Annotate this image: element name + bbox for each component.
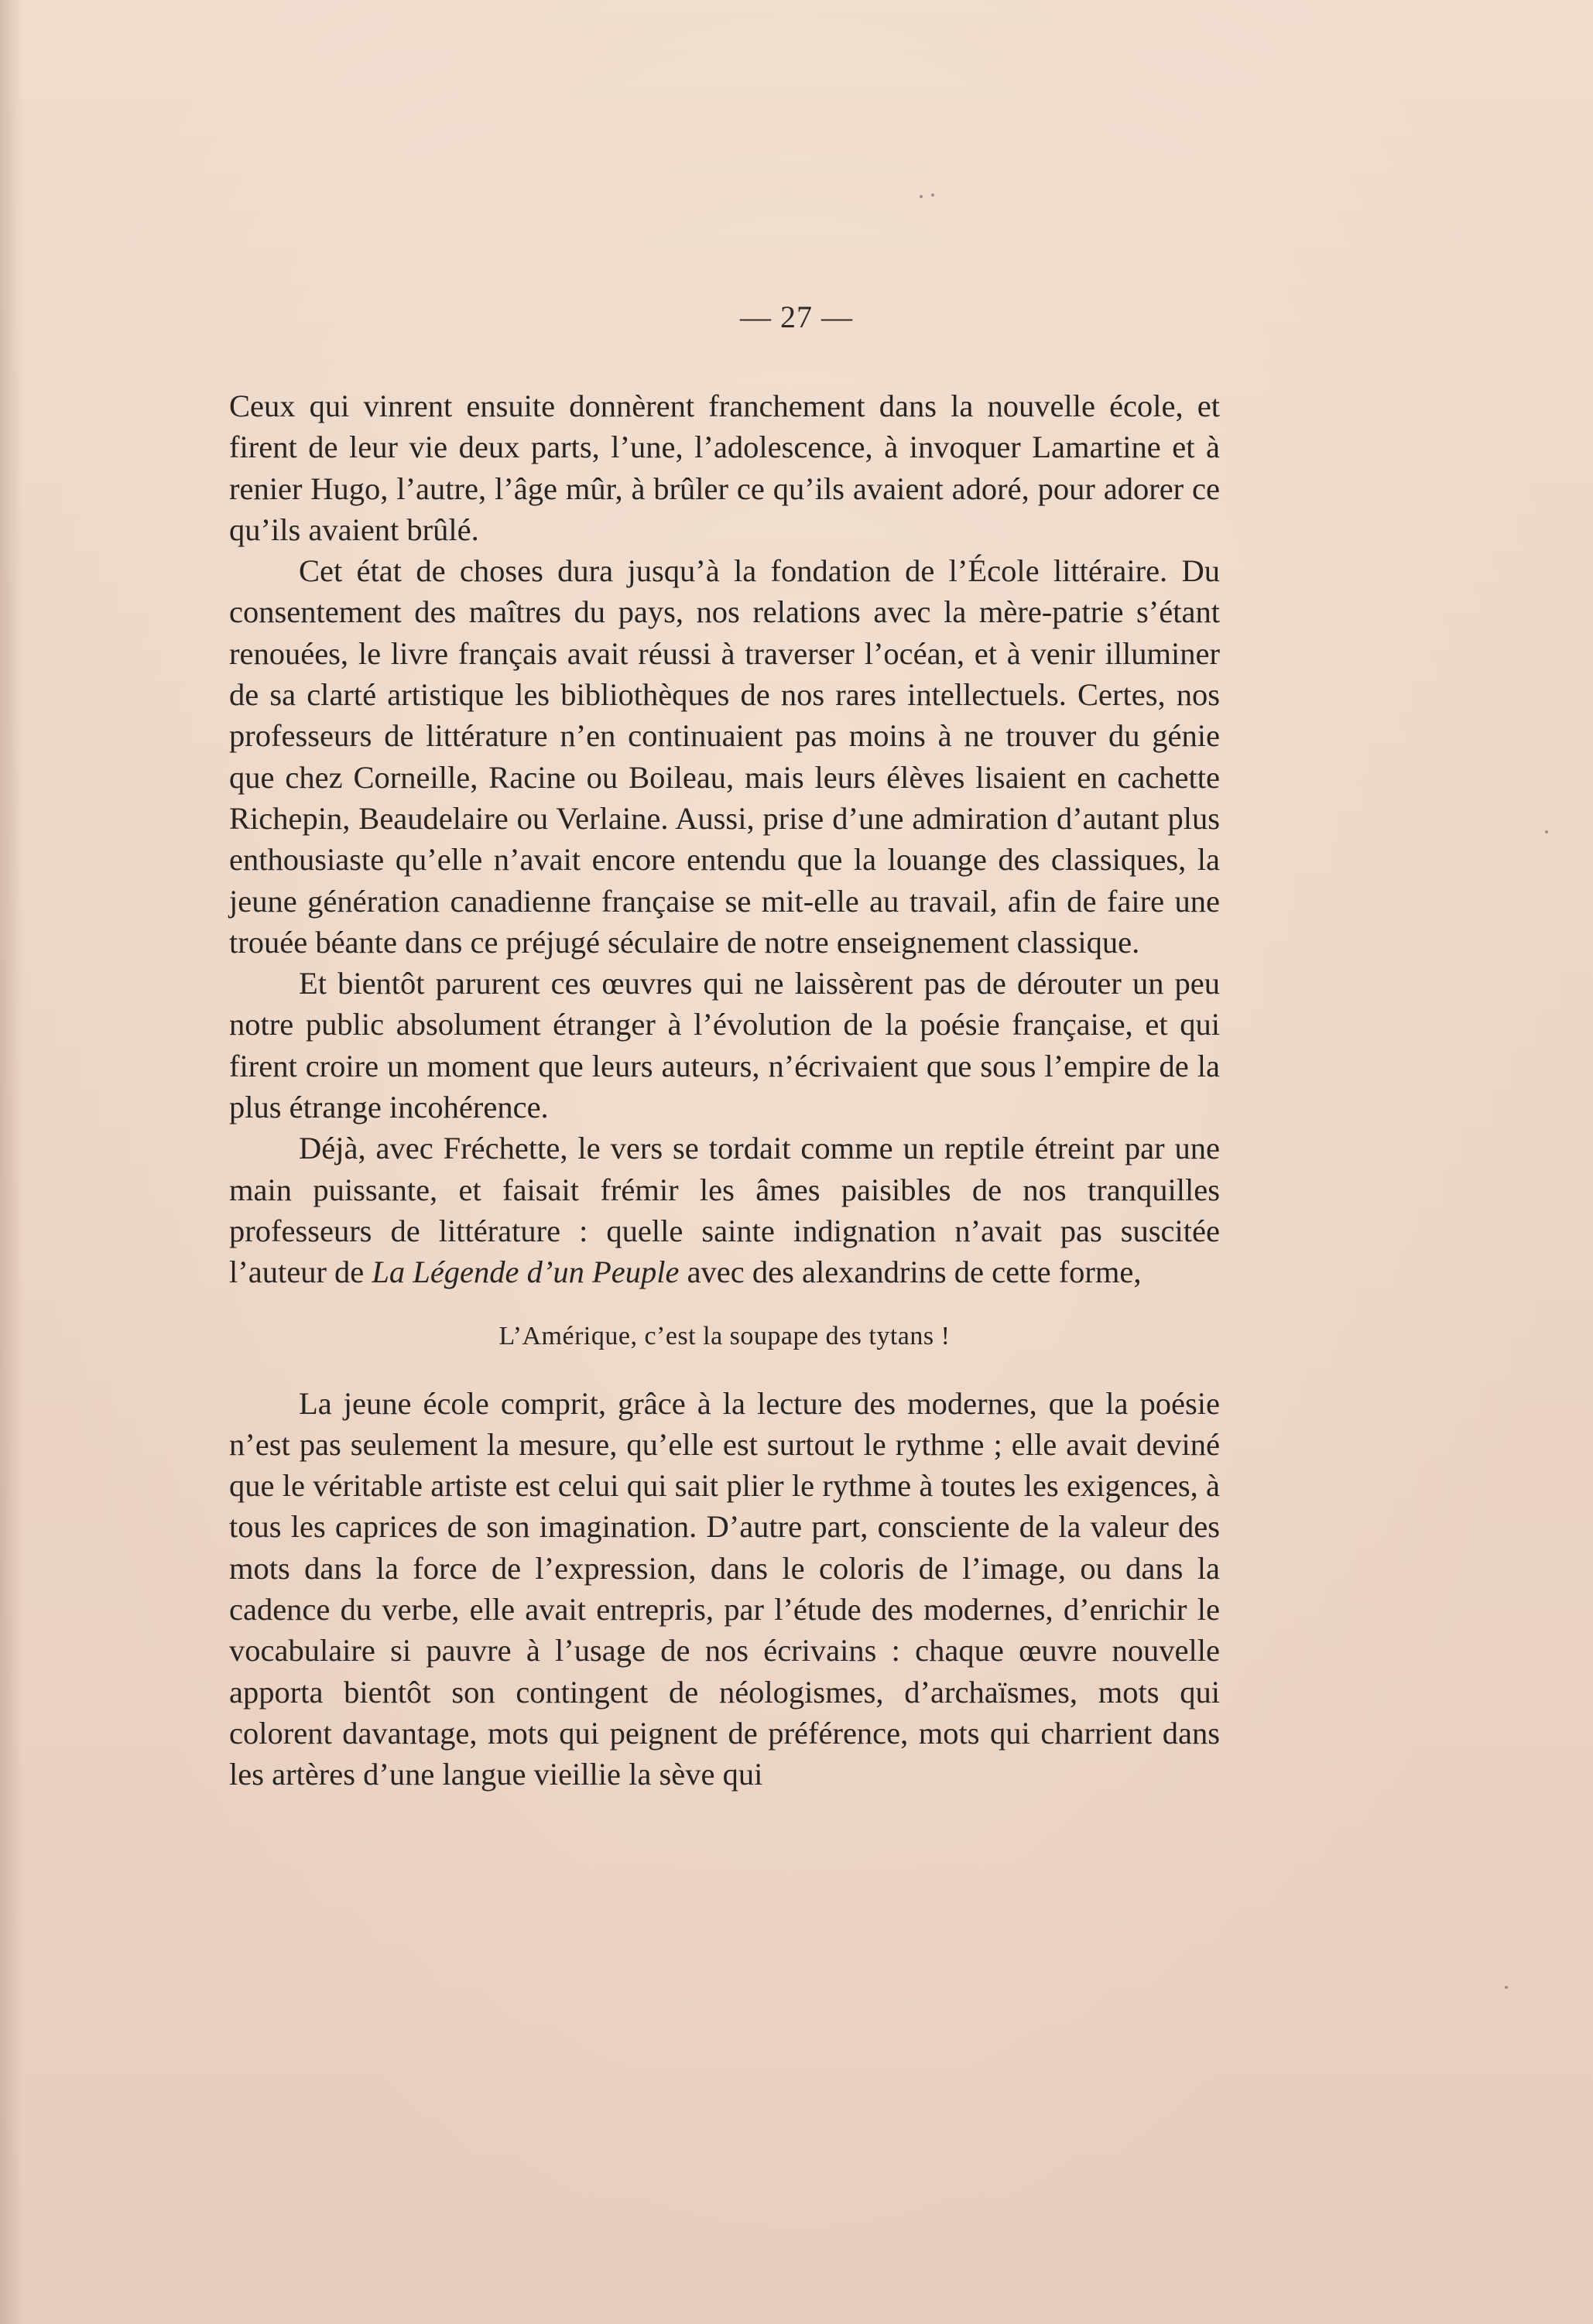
body-text	[229, 385, 1220, 1795]
paragraph: Et bientôt parurent ces œuvres qui ne laissèrent pas de dérouter un peu notre public absolument étranger à l’évolution de la poésie française, et qui firent croire un moment que leurs auteurs, n’écrivaient que sous l’empire de la plus étrange incohérence.	[229, 966, 1220, 1125]
quoted-verse: L’Amérique, c’est la soupape des tytans !	[498, 1321, 951, 1350]
paragraph: Ceux qui vinrent ensuite donnèrent franchement dans la nouvelle école, et firent de leur vie deux parts, l’une, l’adolescence, à invoquer Lamartine et à renier Hugo, l’autre, l’âge mûr, à brûler ce qu’ils avaient adoré, pour adorer ce qu’ils avaient brûlé.	[229, 388, 1220, 547]
paper-speck	[1505, 1986, 1508, 1989]
page-number: — 27 —	[740, 299, 853, 334]
page-edge-shadow	[0, 0, 23, 2324]
paragraph-text: avec des alexandrins de cette forme,	[687, 1254, 1142, 1290]
paragraph-text: Déjà, avec Fréchette, le vers se tordait comme un reptile étreint par une main puissante, et faisait frémir les âmes paisibles de nos tranquilles professeurs de littérature : quelle sainte indignation n’avait pas suscitée l’auteur de	[229, 1131, 1220, 1290]
book-title: La Légende d’un Peuple	[372, 1254, 680, 1290]
paper-speck	[920, 195, 923, 198]
paper-speck	[931, 193, 934, 197]
paper-speck	[1545, 830, 1548, 833]
paragraph: Cet état de choses dura jusqu’à la fondation de l’École littéraire. Du consentement des maîtres du pays, nos relations avec la mère-patrie s’étant renouées, le livre français avait réussi à traverser l’océan, et à venir illuminer de sa clarté artistique les bibliothèques de nos rares intellectuels. Certes, nos professeurs de littérature n’en continuaient pas moins à ne trouver du génie que chez Corneille, Racine ou Boileau, mais leurs élèves lisaient en cachette Richepin, Beaudelaire ou Verlaine. Aussi, prise d’une admiration d’autant plus enthousiaste qu’elle n’avait encore entendu que la louange des classiques, la jeune génération canadienne française se mit-elle au travail, afin de faire une trouée béante dans ce préjugé séculaire de notre enseignement classique.	[229, 553, 1220, 960]
paragraph: La jeune école comprit, grâce à la lecture des modernes, que la poésie n’est pas seulement la mesure, qu’elle est surtout le rythme ; elle avait deviné que le véritable artiste est celui qui sait plier le rythme à toutes les exigences, à tous les caprices de son imagination. D’autre part, consciente de la valeur des mots dans la force de l’expression, dans le coloris de l’image, ou dans la cadence du verbe, elle avait entrepris, par l’étude des modernes, d’enrichir le vocabulaire si pauvre à l’usage de nos écrivains : chaque œuvre nouvelle apporta bientôt son contingent de néologismes, d’archaïsmes, mots qui colorent davantage, mots qui peignent de préférence, mots qui charrient dans les artères d’une langue vieillie la sève qui	[229, 1385, 1220, 1792]
paragraph	[229, 1128, 1220, 1292]
